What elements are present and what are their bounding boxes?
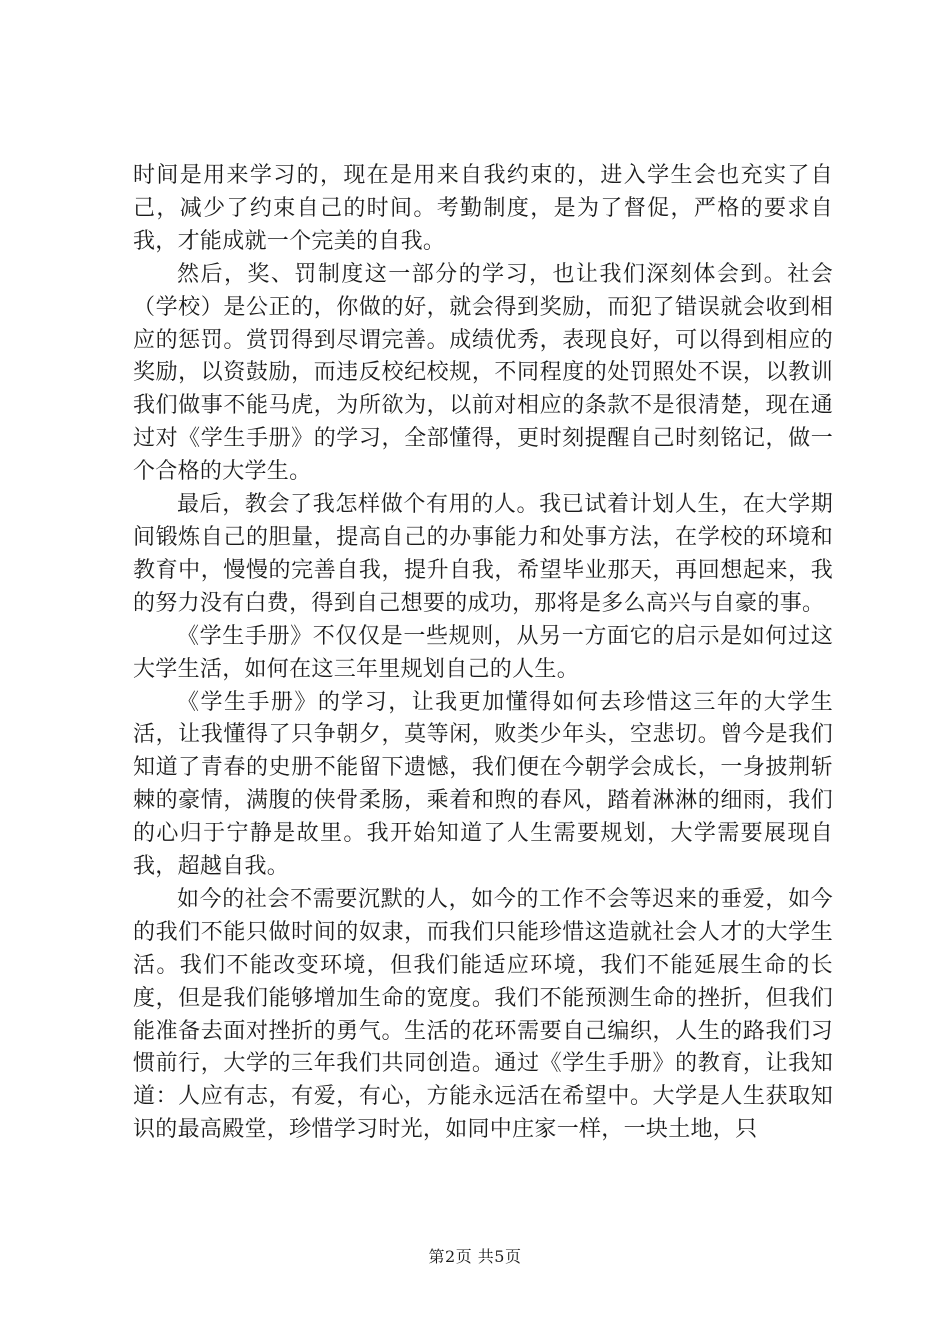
paragraph-2: 然后，奖、罚制度这一部分的学习，也让我们深刻体会到。社会（学校）是公正的，你做的好，就会得到奖励，而犯了错误就会收到相应的惩罚。赏罚得到尽谓完善。成绩优秀，表现良好，可以得到相应的奖励，以资鼓励，而违反校纪校规，不同程度的处罚照处不误，以教训我们做事不能马虎，为所欲为，以前对相应的条款不是很清楚，现在通过对《学生手册》的学习，全部懂得，更时刻提醒自己时刻铭记，做一个合格的大学生。 — [133, 261, 833, 485]
body-text — [133, 160, 833, 1147]
paragraph-3: 最后，教会了我怎样做个有用的人。我已试着计划人生，在大学期间锻炼自己的胆量，提高自己的办事能力和处事方法，在学校的环境和教育中，慢慢的完善自我，提升自我，希望毕业那天，再回想起来，我的努力没有白费，得到自己想要的成功，那将是多么高兴与自豪的事。 — [133, 492, 833, 616]
paragraph-4: 《学生手册》不仅仅是一些规则，从另一方面它的启示是如何过这大学生活，如何在这三年里规划自己的人生。 — [133, 623, 833, 682]
page-footer: 第2页 共5页 — [428, 1247, 522, 1266]
paragraph-1: 时间是用来学习的，现在是用来自我约束的，进入学生会也充实了自己，减少了约束自己的时间。考勤制度，是为了督促，严格的要求自我，才能成就一个完美的自我。 — [133, 163, 833, 254]
paragraph-6: 如今的社会不需要沉默的人，如今的工作不会等迟来的垂爱，如今的我们不能只做时间的奴隶，而我们只能珍惜这造就社会人才的大学生活。我们不能改变环境，但我们能适应环境，我们不能延展生命的长度，但是我们能够增加生命的宽度。我们不能预测生命的挫折，但我们能准备去面对挫折的勇气。生活的花环需要自己编织，人生的路我们习惯前行，大学的三年我们共同创造。通过《学生手册》的教育，让我知道：人应有志，有爱，有心，方能永远活在希望中。大学是人生获取知识的最高殿堂，珍惜学习时光，如同中庄家一样，一块土地，只 — [133, 886, 833, 1143]
paragraph-5: 《学生手册》的学习，让我更加懂得如何去珍惜这三年的大学生活，让我懂得了只争朝夕，莫等闲，败类少年头，空悲切。曾今是我们知道了青春的史册不能留下遗憾，我们便在今朝学会成长，一身披荆斩棘的豪情，满腹的侠骨柔肠，乘着和煦的春风，踏着淋淋的细雨，我们的心归于宁静是故里。我开始知道了人生需要规划，大学需要展现自我，超越自我。 — [133, 689, 833, 880]
